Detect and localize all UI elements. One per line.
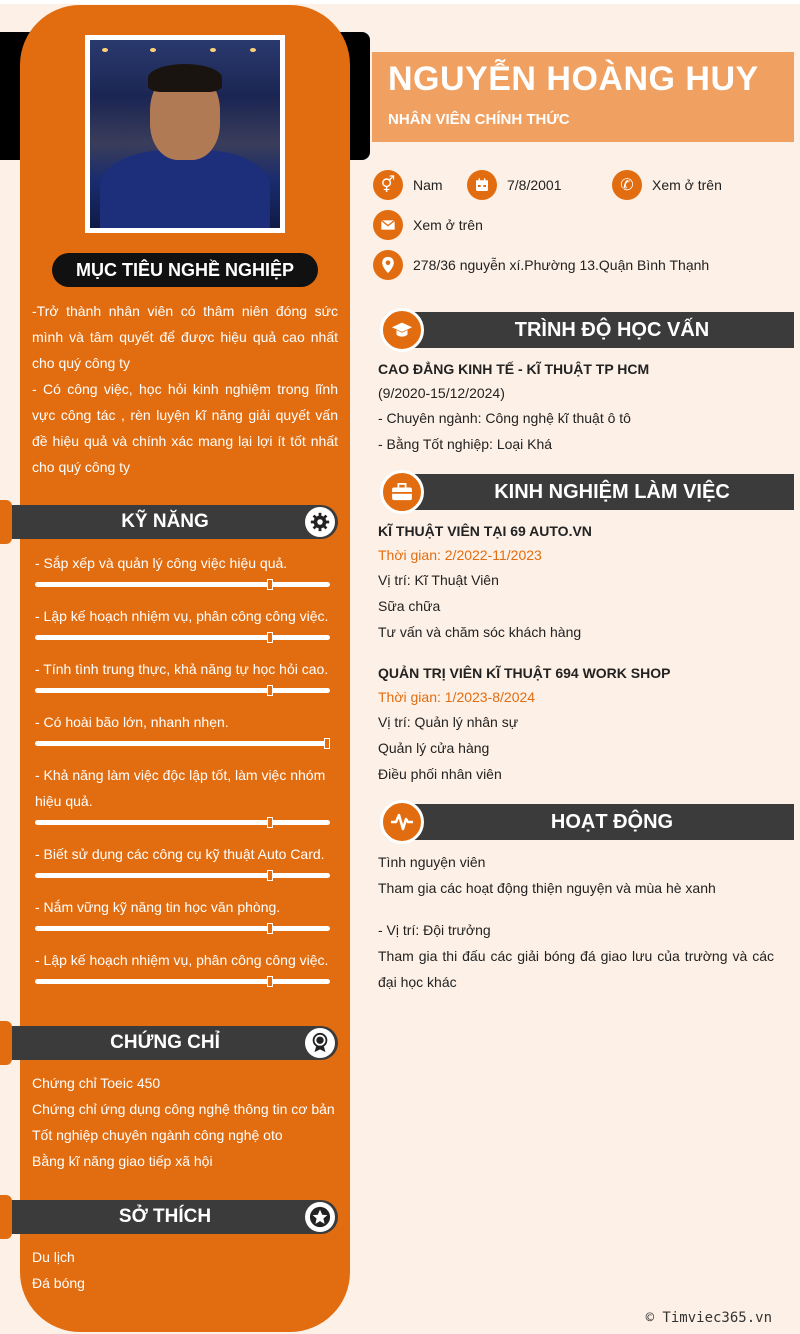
education-school: CAO ĐẲNG KINH TẾ - KĨ THUẬT TP HCM (378, 361, 650, 377)
job-detail: Vị trí: Kĩ Thuật Viên (378, 572, 499, 588)
certificate-item: Tốt nghiệp chuyên ngành công nghệ oto (32, 1127, 283, 1143)
objective-title: MỤC TIÊU NGHỀ NGHIỆP (52, 253, 318, 287)
activity-line: - Vị trí: Đội trưởng (378, 922, 491, 938)
hobbies-list (32, 1244, 338, 1296)
skill-knob (324, 738, 330, 749)
skill-knob (267, 579, 273, 590)
certificates-list (32, 1070, 338, 1174)
skill-bar (35, 979, 330, 984)
mail-icon (373, 210, 403, 240)
job-time: Thời gian: 1/2023-8/2024 (378, 689, 536, 705)
hobby-item: Đá bóng (32, 1275, 85, 1291)
email-text: Xem ở trên (413, 217, 483, 233)
activities-header (380, 802, 794, 840)
photo-shirt (100, 150, 270, 228)
education-degree: - Bằng Tốt nghiệp: Loại Khá (378, 436, 553, 452)
skill-label: - Khả năng làm việc độc lập tốt, làm việc nhóm hiệu quả. (35, 767, 326, 809)
star-icon (305, 1202, 335, 1232)
education-header (380, 310, 794, 348)
skill-bar (35, 688, 330, 693)
skills-title: KỸ NĂNG (121, 511, 209, 532)
activities-title: HOẠT ĐỘNG (400, 804, 794, 840)
skill-knob (267, 976, 273, 987)
education-title: TRÌNH ĐỘ HỌC VẤN (400, 312, 794, 348)
education-major: - Chuyên ngành: Công nghệ kĩ thuật ô tô (378, 410, 631, 426)
gender-icon: ⚥ (373, 170, 403, 200)
skill-knob (267, 685, 273, 696)
hobbies-header (12, 1200, 338, 1234)
skill-bar (35, 873, 330, 878)
skill-label: - Lập kế hoạch nhiệm vụ, phân công công việc. (35, 608, 329, 624)
skill-bar (35, 926, 330, 931)
photo-light (150, 48, 156, 52)
education-period: (9/2020-15/12/2024) (378, 385, 505, 401)
job-title: NHÂN VIÊN CHÍNH THỨC (388, 111, 570, 128)
top-border (0, 0, 800, 4)
name-header (372, 52, 794, 142)
phone-icon: ✆ (612, 170, 642, 200)
activity-pulse-icon (380, 800, 424, 844)
certificates-title: CHỨNG CHỈ (110, 1032, 220, 1053)
skill-bar (35, 635, 330, 640)
birthdate-text: 7/8/2001 (507, 177, 562, 193)
photo-light (250, 48, 256, 52)
objective-line: -Trở thành nhân viên có thâm niên đóng sức mình và tâm quyết để được hiệu quả cao nhất cho quý công ty (32, 303, 338, 371)
gender-text: Nam (413, 177, 443, 193)
section-tab (0, 1195, 12, 1239)
full-name: NGUYỄN HOÀNG HUY (388, 60, 759, 98)
address-text: 278/36 nguyễn xí.Phường 13.Quận Bình Thạnh (413, 257, 710, 273)
skill-label: - Sắp xếp và quản lý công việc hiệu quả. (35, 555, 288, 571)
job-detail: Điều phối nhân viên (378, 766, 502, 782)
skill-knob (267, 923, 273, 934)
photo-light (102, 48, 108, 52)
activity-line: Tham gia các hoạt động thiện nguyện và mùa hè xanh (378, 880, 716, 896)
skill-bar (35, 582, 330, 587)
hobby-item: Du lịch (32, 1249, 75, 1265)
skill-label: - Tính tình trung thực, khả năng tự học hỏi cao. (35, 661, 329, 677)
activity-line: Tình nguyện viên (378, 854, 486, 870)
gear-icon (305, 507, 335, 537)
skill-label: - Nắm vững kỹ năng tin học văn phòng. (35, 899, 281, 915)
skill-label: - Lập kế hoạch nhiệm vụ, phân công công việc. (35, 952, 329, 968)
skill-label: - Có hoài bão lớn, nhanh nhẹn. (35, 714, 229, 730)
location-icon (373, 250, 403, 280)
skill-knob (267, 817, 273, 828)
activity-line: Tham gia thi đấu các giải bóng đá giao lưu của trường và các đại học khác (378, 948, 774, 990)
footer-credit: © Timviec365.vn (645, 1310, 772, 1326)
hobbies-title: SỞ THÍCH (118, 1206, 212, 1227)
job-detail: Tư vấn và chăm sóc khách hàng (378, 624, 582, 640)
job-company: KĨ THUẬT VIÊN TẠI 69 AUTO.VN (378, 523, 592, 539)
skill-label: - Biết sử dụng các công cụ kỹ thuật Auto Card. (35, 846, 325, 862)
job-company: QUẢN TRỊ VIÊN KĨ THUẬT 694 WORK SHOP (378, 665, 671, 681)
profile-photo (85, 35, 285, 233)
objective-text (32, 298, 338, 480)
job-time: Thời gian: 2/2022-11/2023 (378, 547, 542, 563)
photo-light (210, 48, 216, 52)
photo-hair (148, 64, 222, 92)
certificate-item: Chứng chỉ ứng dụng công nghệ thông tin cơ bản (32, 1101, 335, 1117)
job-detail: Vị trí: Quản lý nhân sự (378, 714, 519, 730)
job-detail: Quản lý cửa hàng (378, 740, 490, 756)
graduation-cap-icon (380, 308, 424, 352)
skill-knob (267, 870, 273, 881)
award-icon (305, 1028, 335, 1058)
briefcase-icon (380, 470, 424, 514)
certificate-item: Chứng chỉ Toeic 450 (32, 1075, 161, 1091)
section-tab (0, 1021, 12, 1065)
job-detail: Sữa chữa (378, 598, 441, 614)
section-tab (0, 500, 12, 544)
skills-header (12, 505, 338, 539)
experience-header (380, 472, 794, 510)
calendar-icon (467, 170, 497, 200)
certificates-header (12, 1026, 338, 1060)
skill-bar (35, 820, 330, 825)
phone-text: Xem ở trên (652, 177, 722, 193)
photo-image (90, 40, 280, 228)
certificate-item: Bằng kĩ năng giao tiếp xã hội (32, 1153, 213, 1169)
experience-title: KINH NGHIỆM LÀM VIỆC (400, 474, 794, 510)
objective-line: - Có công việc, học hỏi kinh nghiệm trong lĩnh vực công tác , rèn luyện kĩ năng giải quyết vấn đề hiệu quả và chính xác mang lại lợi ít tốt nhất cho quý công ty (32, 381, 338, 475)
skill-knob (267, 632, 273, 643)
skill-bar (35, 741, 330, 746)
